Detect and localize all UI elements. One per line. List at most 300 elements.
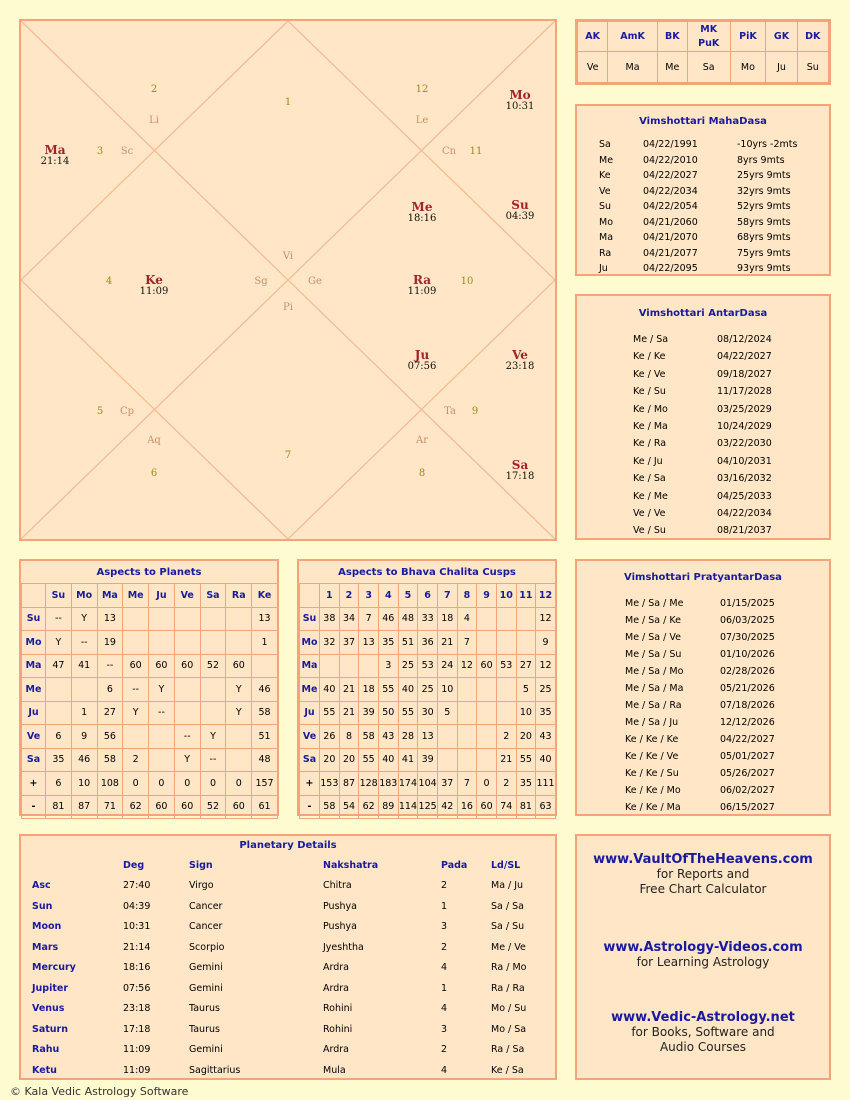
grid-cell: 60 xyxy=(226,795,252,819)
planetary-cell: 4 xyxy=(441,962,448,973)
house-sign: Ta xyxy=(444,406,456,417)
grid-cell: 13 xyxy=(359,631,379,655)
grid-cell: 16 xyxy=(457,795,477,819)
grid-cell xyxy=(320,654,340,678)
dasa-cell: Su xyxy=(599,201,612,212)
grid-row-header: Ve xyxy=(22,725,46,749)
grid-cell: 9 xyxy=(536,631,556,655)
grid-cell xyxy=(174,631,200,655)
ad-text: Free Chart Calculator xyxy=(639,882,767,896)
planetary-cell: 23:18 xyxy=(123,1003,151,1014)
planetary-cell: Sa / Sa xyxy=(491,900,524,912)
grid-cell xyxy=(477,631,497,655)
grid-cell: -- xyxy=(71,631,97,655)
chart-planet xyxy=(408,274,437,298)
grid-cell xyxy=(200,607,226,631)
grid-cell: 12 xyxy=(536,607,556,631)
grid-cell: 19 xyxy=(97,631,123,655)
planetary-cell: Ra / Ra xyxy=(491,982,525,994)
chart-planet xyxy=(41,144,70,168)
grid-cell xyxy=(46,701,72,725)
grid-cell: -- xyxy=(149,701,175,725)
grid-col-header: 6 xyxy=(418,584,438,608)
planetary-cell: Me / Ve xyxy=(491,941,526,953)
grid-cell xyxy=(174,678,200,702)
grid-col-header: Ma xyxy=(97,584,123,608)
dasa-cell: 12/12/2026 xyxy=(720,717,775,728)
grid-cell: 18 xyxy=(437,607,457,631)
grid-cell: 89 xyxy=(378,795,398,819)
dasa-cell: Ke / Su xyxy=(633,386,666,398)
grid-row-header: + xyxy=(300,772,320,796)
grid-cell: 2 xyxy=(496,772,516,796)
birth-chart xyxy=(19,19,557,541)
planet-abbr: Sa xyxy=(511,458,529,472)
dasa-cell: Me / Sa / Su xyxy=(625,649,682,660)
antardasa-title: Vimshottari AntarDasa xyxy=(638,308,768,319)
grid-cell: 60 xyxy=(226,654,252,678)
grid-cell: 6 xyxy=(46,725,72,749)
dasa-cell: Me / Sa / Ve xyxy=(625,632,681,643)
dasa-cell: 03/25/2029 xyxy=(717,403,772,415)
karaka-header: PiK xyxy=(730,22,766,52)
planetary-row xyxy=(21,921,555,941)
grid-cell xyxy=(496,607,516,631)
planet-abbr: Su xyxy=(511,198,529,212)
grid-cell: 42 xyxy=(437,795,457,819)
grid-cell xyxy=(226,607,252,631)
aspects-planets-title: Aspects to Planets xyxy=(96,567,202,578)
grid-cell: 10 xyxy=(516,701,536,725)
planetary-cell: 4 xyxy=(441,1003,448,1014)
planetary-cell: Taurus xyxy=(189,1023,220,1035)
dasa-cell: 06/15/2027 xyxy=(720,802,775,813)
dasa-cell: 52yrs 9mts xyxy=(737,201,791,212)
grid-cell: 104 xyxy=(418,772,438,796)
karaka-value: Su xyxy=(797,52,828,83)
dasa-cell: Ke / Ke / Ke xyxy=(625,734,679,745)
grid-col-header: 11 xyxy=(516,584,536,608)
grid-cell xyxy=(71,678,97,702)
grid-cell: 81 xyxy=(516,795,536,819)
planetary-row xyxy=(21,1065,555,1085)
house-number: 4 xyxy=(105,276,113,287)
planetary-cell: 1 xyxy=(441,982,448,994)
dasa-cell: 10/24/2029 xyxy=(717,421,772,432)
karaka-value: Mo xyxy=(730,52,766,83)
grid-col-header: Ve xyxy=(174,584,200,608)
grid-cell: 4 xyxy=(457,607,477,631)
grid-col-header: Mo xyxy=(71,584,97,608)
aspects-cusps-title: Aspects to Bhava Chalita Cusps xyxy=(338,567,516,578)
planet-abbr: Ma xyxy=(44,143,66,157)
dasa-cell: 01/10/2026 xyxy=(720,649,775,660)
grid-cell xyxy=(200,678,226,702)
planetary-row xyxy=(21,1003,555,1023)
grid-cell: 39 xyxy=(418,748,438,772)
grid-cell: 7 xyxy=(457,631,477,655)
house-number: 8 xyxy=(418,468,426,479)
grid-row-header: Me xyxy=(22,678,46,702)
dasa-cell: Me / Sa xyxy=(633,334,669,345)
chart-planet xyxy=(506,199,535,223)
grid-cell: 114 xyxy=(398,795,418,819)
house-sign: Li xyxy=(149,115,159,126)
planet-name: Asc xyxy=(32,880,51,891)
grid-cell: 55 xyxy=(516,748,536,772)
planetary-details-panel xyxy=(19,834,557,1080)
planet-name: Venus xyxy=(32,1003,65,1014)
grid-row-header: Sa xyxy=(22,748,46,772)
house-sign: Sg xyxy=(254,276,268,287)
grid-cell: 35 xyxy=(536,701,556,725)
grid-cell xyxy=(123,631,149,655)
planetary-details-header xyxy=(21,860,555,880)
grid-cell: 47 xyxy=(46,654,72,678)
house-number: 12 xyxy=(415,84,429,95)
planet-degree: 04:39 xyxy=(505,211,535,222)
grid-cell: 18 xyxy=(359,678,379,702)
planet-degree: 23:18 xyxy=(505,361,535,372)
planetary-cell: 04:39 xyxy=(123,900,151,912)
planetary-header: Ld/SL xyxy=(491,860,521,871)
grid-cell: 13 xyxy=(252,607,278,631)
grid-cell: 6 xyxy=(97,678,123,702)
dasa-cell: 93yrs 9mts xyxy=(737,263,791,274)
dasa-cell: 75yrs 9mts xyxy=(737,247,791,259)
grid-cell xyxy=(496,631,516,655)
house-number: 3 xyxy=(96,146,104,157)
grid-corner xyxy=(22,584,46,608)
grid-cell: 20 xyxy=(320,748,340,772)
grid-row-header: - xyxy=(22,795,46,819)
grid-cell: 34 xyxy=(339,607,359,631)
ad-link[interactable]: www.Vedic-Astrology.net xyxy=(611,1010,795,1025)
pratyantardasa-title: Vimshottari PratyantarDasa xyxy=(624,572,782,583)
planet-name: Sun xyxy=(32,900,53,912)
grid-cell: 40 xyxy=(398,678,418,702)
grid-cell: 52 xyxy=(200,654,226,678)
planetary-header: Pada xyxy=(441,860,468,871)
ad-block xyxy=(577,852,829,897)
chart-planet xyxy=(140,274,169,298)
planetary-cell: Ma / Ju xyxy=(491,880,524,891)
grid-cell: 35 xyxy=(378,631,398,655)
grid-cell xyxy=(200,701,226,725)
grid-cell: 28 xyxy=(398,725,418,749)
planetary-row xyxy=(21,1024,555,1044)
grid-cell: 46 xyxy=(378,607,398,631)
planetary-cell: Scorpio xyxy=(189,941,225,953)
planetary-cell: 3 xyxy=(441,1023,448,1035)
planetary-cell: Ardra xyxy=(323,962,349,973)
grid-cell: 87 xyxy=(71,795,97,819)
grid-cell: 21 xyxy=(496,748,516,772)
grid-cell: 24 xyxy=(437,654,457,678)
karaka-value: Sa xyxy=(687,52,730,83)
aspects-planets-grid xyxy=(21,583,278,819)
dasa-cell: 04/22/2054 xyxy=(643,201,698,212)
dasa-cell: 07/30/2025 xyxy=(720,632,775,643)
grid-cell: Y xyxy=(226,678,252,702)
grid-cell: 0 xyxy=(477,772,497,796)
dasa-cell: Ke / Ma xyxy=(633,421,668,432)
karaka-value: Ma xyxy=(608,52,657,83)
grid-cell: 0 xyxy=(200,772,226,796)
grid-cell: 32 xyxy=(320,631,340,655)
grid-cell: 5 xyxy=(437,701,457,725)
grid-cell: 41 xyxy=(398,748,418,772)
dasa-cell: 04/21/2077 xyxy=(643,247,698,259)
grid-cell: 56 xyxy=(97,725,123,749)
grid-cell xyxy=(149,631,175,655)
grid-row-header: Su xyxy=(22,607,46,631)
aspects-planets-panel xyxy=(19,559,279,816)
dasa-cell: 32yrs 9mts xyxy=(737,185,791,197)
dasa-cell: 04/22/2010 xyxy=(643,154,698,166)
grid-cell: 63 xyxy=(536,795,556,819)
grid-row-header: Ma xyxy=(300,654,320,678)
grid-cell: -- xyxy=(123,678,149,702)
planetary-cell: Ra / Mo xyxy=(491,962,527,973)
ad-link[interactable]: www.VaultOfTheHeavens.com xyxy=(593,852,813,867)
dasa-cell: 02/28/2026 xyxy=(720,666,775,677)
dasa-cell: 07/18/2026 xyxy=(720,700,775,711)
grid-cell: 62 xyxy=(123,795,149,819)
planetary-cell: Cancer xyxy=(189,900,223,912)
house-sign: Vi xyxy=(282,251,294,262)
grid-cell: 52 xyxy=(200,795,226,819)
grid-cell xyxy=(516,631,536,655)
grid-cell: 2 xyxy=(496,725,516,749)
grid-cell xyxy=(516,607,536,631)
planetary-cell: Mo / Sa xyxy=(491,1023,527,1035)
dasa-cell: 08/21/2037 xyxy=(717,525,772,537)
grid-cell xyxy=(200,631,226,655)
grid-cell xyxy=(174,701,200,725)
planet-name: Rahu xyxy=(32,1044,60,1055)
karaka-header: DK xyxy=(797,22,828,52)
grid-cell: 3 xyxy=(378,654,398,678)
grid-cell: 35 xyxy=(516,772,536,796)
grid-cell: 25 xyxy=(536,678,556,702)
grid-cell xyxy=(123,725,149,749)
grid-cell: 51 xyxy=(398,631,418,655)
grid-cell: 10 xyxy=(437,678,457,702)
grid-cell: 60 xyxy=(477,795,497,819)
grid-cell: 7 xyxy=(457,772,477,796)
dasa-cell: 04/22/2027 xyxy=(643,170,698,181)
dasa-cell: 06/03/2025 xyxy=(720,615,775,626)
planet-name: Saturn xyxy=(32,1023,69,1035)
grid-cell: 111 xyxy=(536,772,556,796)
dasa-cell: 04/22/1991 xyxy=(643,139,698,150)
karaka-header: MK PuK xyxy=(687,22,730,52)
ad-link[interactable]: www.Astrology-Videos.com xyxy=(603,940,803,955)
dasa-cell: Ma xyxy=(599,232,614,243)
grid-cell: 20 xyxy=(339,748,359,772)
planetary-cell: 27:40 xyxy=(123,880,151,891)
grid-col-header: Ju xyxy=(149,584,175,608)
planetary-cell: Ardra xyxy=(323,1044,349,1055)
planet-degree: 11:09 xyxy=(139,286,169,297)
planetary-cell: 1 xyxy=(441,900,448,912)
grid-cell: 0 xyxy=(149,772,175,796)
grid-cell: 58 xyxy=(252,701,278,725)
planetary-cell: 18:16 xyxy=(123,962,151,973)
planetary-cell: 2 xyxy=(441,880,448,891)
planetary-cell: Mo / Su xyxy=(491,1003,527,1014)
dasa-cell: 04/22/2095 xyxy=(643,263,698,274)
grid-cell: 58 xyxy=(359,725,379,749)
planetary-cell: 3 xyxy=(441,921,448,932)
planetary-cell: 2 xyxy=(441,1044,448,1055)
aspects-cusps-grid xyxy=(299,583,556,819)
dasa-cell: 04/22/2034 xyxy=(717,508,772,519)
house-number: 1 xyxy=(284,97,292,108)
dasa-cell: Ke / Ke / Su xyxy=(625,768,679,779)
grid-cell: -- xyxy=(200,748,226,772)
grid-cell: 81 xyxy=(46,795,72,819)
dasa-cell: 8yrs 9mts xyxy=(737,154,785,166)
ad-text: for Reports and xyxy=(656,867,750,881)
planet-abbr: Ju xyxy=(414,348,430,362)
planetary-cell: Ardra xyxy=(323,982,349,994)
planetary-details-rows xyxy=(21,880,555,1080)
dasa-cell: Ke / Sa xyxy=(633,473,666,485)
grid-cell: 46 xyxy=(252,678,278,702)
house-number: 6 xyxy=(150,468,158,479)
dasa-cell: Ke / Ke xyxy=(633,351,666,363)
planetary-cell: Sagittarius xyxy=(189,1064,241,1076)
planet-abbr: Ke xyxy=(145,273,163,287)
dasa-cell: 09/18/2027 xyxy=(717,368,772,380)
grid-cell: 61 xyxy=(252,795,278,819)
planetary-cell: Virgo xyxy=(189,880,214,891)
grid-cell xyxy=(457,725,477,749)
grid-cell xyxy=(457,678,477,702)
house-number: 2 xyxy=(150,84,158,95)
grid-cell: Y xyxy=(200,725,226,749)
grid-cell: 20 xyxy=(516,725,536,749)
house-number: 11 xyxy=(469,146,483,157)
planetary-row xyxy=(21,880,555,900)
chart-planet xyxy=(506,349,535,373)
dasa-cell: 58yrs 9mts xyxy=(737,216,791,228)
grid-cell: 9 xyxy=(71,725,97,749)
pratyantardasa-panel xyxy=(575,559,831,816)
house-sign: Cn xyxy=(441,146,457,157)
dasa-cell: Ke / Ve xyxy=(633,368,666,380)
dasa-cell: Me / Sa / Ra xyxy=(625,700,682,711)
grid-cell: 12 xyxy=(457,654,477,678)
chart-planet xyxy=(506,459,535,483)
planetary-cell: Chitra xyxy=(323,880,352,891)
grid-cell: 33 xyxy=(418,607,438,631)
chart-planet xyxy=(506,89,535,113)
dasa-cell: Ke / Ke / Mo xyxy=(625,785,681,796)
ads-panel xyxy=(575,834,831,1080)
grid-cell: 1 xyxy=(71,701,97,725)
dasa-cell: 25yrs 9mts xyxy=(737,170,791,181)
planet-degree: 21:14 xyxy=(40,156,70,167)
grid-row-header: Su xyxy=(300,607,320,631)
grid-cell: Y xyxy=(226,701,252,725)
karaka-value: Ve xyxy=(578,52,608,83)
dasa-cell: Ke / Ra xyxy=(633,438,667,450)
dasa-cell: Mo xyxy=(599,216,614,228)
grid-row-header: Ma xyxy=(22,654,46,678)
dasa-cell: 05/01/2027 xyxy=(720,751,775,762)
grid-cell: 153 xyxy=(320,772,340,796)
grid-cell xyxy=(359,654,379,678)
grid-row-header: Mo xyxy=(22,631,46,655)
grid-cell: 60 xyxy=(174,654,200,678)
grid-cell xyxy=(226,748,252,772)
grid-cell: 74 xyxy=(496,795,516,819)
chart-planet xyxy=(408,201,437,225)
house-number: 5 xyxy=(96,406,104,417)
planetary-cell: Rohini xyxy=(323,1023,353,1035)
dasa-cell: 04/22/2027 xyxy=(720,734,775,745)
grid-cell: 8 xyxy=(339,725,359,749)
planetary-row xyxy=(21,962,555,982)
dasa-cell: 04/10/2031 xyxy=(717,455,772,467)
grid-cell: 58 xyxy=(97,748,123,772)
grid-row-header: Mo xyxy=(300,631,320,655)
planetary-cell: Gemini xyxy=(189,1044,223,1055)
grid-col-header: 1 xyxy=(320,584,340,608)
grid-cell: 54 xyxy=(339,795,359,819)
grid-cell: 7 xyxy=(359,607,379,631)
grid-cell: Y xyxy=(46,631,72,655)
grid-col-header: 7 xyxy=(437,584,457,608)
dasa-cell: Ke / Mo xyxy=(633,403,668,415)
grid-cell: 40 xyxy=(536,748,556,772)
house-sign: Cp xyxy=(119,406,135,417)
grid-cell: 62 xyxy=(359,795,379,819)
pratyantardasa-list xyxy=(625,598,815,813)
grid-cell xyxy=(226,631,252,655)
aspects-cusps-panel xyxy=(297,559,557,816)
karaka-header: AK xyxy=(578,22,608,52)
grid-col-header: Ra xyxy=(226,584,252,608)
planet-abbr: Ra xyxy=(412,273,432,287)
grid-cell: 41 xyxy=(71,654,97,678)
mahadasa-list xyxy=(599,139,819,274)
grid-col-header: Sa xyxy=(200,584,226,608)
house-sign: Sc xyxy=(120,146,134,157)
planet-name: Mars xyxy=(32,941,59,953)
planetary-cell: 2 xyxy=(441,941,448,953)
dasa-cell: 05/21/2026 xyxy=(720,683,775,694)
planetary-cell: Taurus xyxy=(189,1003,220,1014)
karaka-header: BK xyxy=(657,22,687,52)
planetary-cell: Sa / Su xyxy=(491,921,525,932)
house-number: 10 xyxy=(460,276,474,287)
karaka-value: Me xyxy=(657,52,687,83)
grid-cell: 35 xyxy=(46,748,72,772)
dasa-cell: Me / Sa / Mo xyxy=(625,666,684,677)
copyright: © Kala Vedic Astrology Software xyxy=(10,1085,189,1098)
planetary-details-title: Planetary Details xyxy=(239,840,337,851)
grid-cell: 27 xyxy=(516,654,536,678)
grid-cell xyxy=(457,701,477,725)
antardasa-panel xyxy=(575,294,831,540)
karaka-value: Ju xyxy=(766,52,797,83)
dasa-cell: Me / Sa / Me xyxy=(625,598,684,609)
dasa-cell: Ve xyxy=(599,185,611,197)
